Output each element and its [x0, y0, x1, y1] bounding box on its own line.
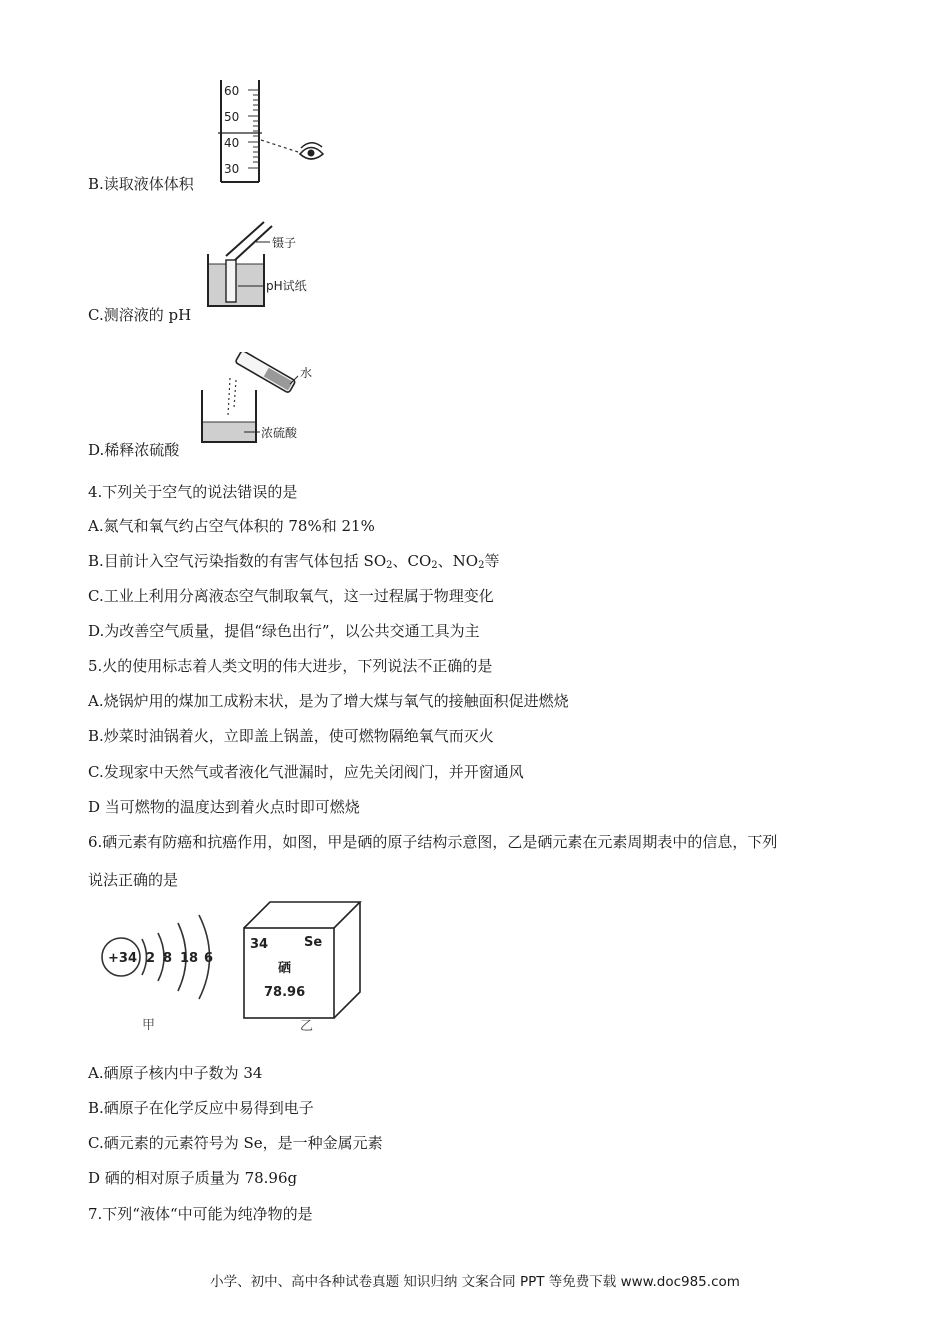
figure-jia-caption: 甲	[142, 1018, 156, 1033]
ph-test-figure	[202, 218, 332, 310]
atomic-number: 34	[250, 937, 269, 952]
option-b-read-volume: B.读取液体体积	[88, 175, 194, 193]
selenium-atom-diagram	[96, 905, 226, 1035]
figure-yi-caption: 乙	[300, 1019, 314, 1034]
dilution-figure	[194, 352, 328, 446]
q4-b-sub3: 2	[478, 560, 485, 571]
eye-icon	[300, 143, 323, 159]
q6-option-a: A.硒原子核内中子数为 34	[88, 1064, 263, 1082]
shell-2-electrons: 8	[163, 951, 173, 966]
q7-stem: 7.下列“液体“中可能为纯净物的是	[88, 1205, 313, 1223]
q5-stem: 5.火的使用标志着人类文明的伟大进步，下列说法不正确的是	[88, 657, 493, 675]
q6-option-d: D 硒的相对原子质量为 78.96g	[88, 1169, 298, 1187]
shell-4-electrons: 6	[204, 951, 214, 966]
ph-paper-label: pH试纸	[266, 279, 307, 293]
atomic-mass: 78.96	[264, 985, 306, 1000]
q4-option-c: C.工业上利用分离液态空气制取氧气，这一过程属于物理变化	[88, 587, 494, 605]
q4-b-sub1: 2	[386, 560, 393, 571]
q4-b-mid2: 、NO	[437, 552, 479, 570]
q4-b-pre: B.目前计入空气污染指数的有害气体包括 SO	[88, 552, 387, 570]
tick-30: 30	[224, 162, 240, 176]
tweezers-label: 镊子	[272, 236, 297, 250]
q4-b-sub2: 2	[431, 560, 438, 571]
tick-50: 50	[224, 110, 240, 124]
q6-stem-line1: 6.硒元素有防癌和抗癌作用，如图，甲是硒的原子结构示意图，乙是硒元素在元素周期表中的信息，下列	[88, 833, 778, 851]
water-label: 水	[300, 366, 313, 380]
nucleus-charge: +34	[108, 951, 137, 966]
element-name: 硒	[278, 961, 292, 976]
q5-option-b: B.炒菜时油锅着火，立即盖上锅盖，使可燃物隔绝氧气而灭火	[88, 727, 494, 745]
q6-option-b: B.硒原子在化学反应中易得到电子	[88, 1099, 314, 1117]
q5-option-c: C.发现家中天然气或者液化气泄漏时，应先关闭阀门，并开窗通风	[88, 763, 524, 781]
option-c-measure-ph: C.测溶液的 pH	[88, 306, 192, 324]
option-d-dilute-acid: D.稀释浓硫酸	[88, 441, 180, 459]
selenium-element-cell	[238, 898, 368, 1036]
q5-option-a: A.烧锅炉用的煤加工成粉末状，是为了增大煤与氧气的接触面积促进燃烧	[88, 692, 569, 710]
q4-option-d: D.为改善空气质量，提倡“绿色出行”，以公共交通工具为主	[88, 622, 480, 640]
q6-stem-line2: 说法正确的是	[88, 871, 179, 889]
q4-option-b	[88, 551, 500, 576]
q6-option-c: C.硒元素的元素符号为 Se，是一种金属元素	[88, 1134, 383, 1152]
shell-1-electrons: 2	[146, 951, 156, 966]
tick-60: 60	[224, 84, 240, 98]
q4-b-mid1: 、CO	[392, 552, 432, 570]
page-footer: 小学、初中、高中各种试卷真题 知识归纳 文案合同 PPT 等免费下载 www.doc985.com	[210, 1274, 740, 1290]
q4-option-a: A.氮气和氧气约占空气体积的 78%和 21%	[88, 517, 375, 535]
q5-option-d: D 当可燃物的温度达到着火点时即可燃烧	[88, 798, 360, 816]
q4-b-post: 等	[484, 552, 500, 570]
tick-40: 40	[224, 136, 240, 150]
shell-3-electrons: 18	[180, 951, 199, 966]
acid-label: 浓硫酸	[261, 426, 298, 440]
element-symbol: Se	[304, 935, 323, 950]
q4-stem: 4.下列关于空气的说法错误的是	[88, 483, 298, 501]
cylinder-reading-figure	[210, 78, 335, 184]
